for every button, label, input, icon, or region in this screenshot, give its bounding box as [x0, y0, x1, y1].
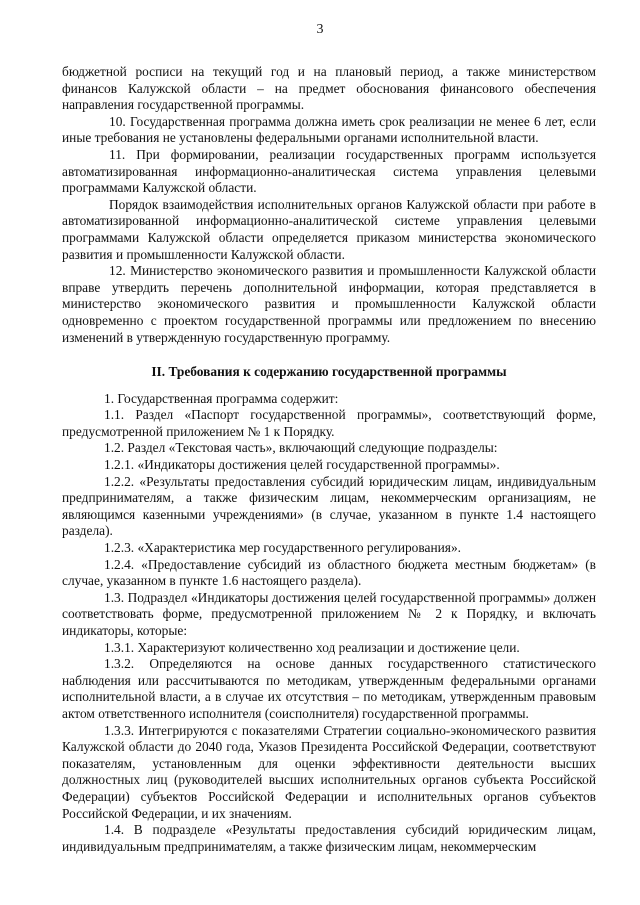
- paragraph-item-1-2-1: 1.2.1. «Индикаторы достижения целей государственной программы».: [104, 457, 500, 473]
- paragraph-item-1-3-2: 1.3.2. Определяются на основе данных государственного статистического наблюдения или рассчитываются по методикам, утвержденным федеральными органами исполнительной власти, а в случае их отсутствия – по методикам, утвержденным правовым актом ответственного исполнителя (соисполнителя) государственной программы.: [62, 656, 596, 721]
- paragraph-item-1-1: 1.1. Раздел «Паспорт государственной программы», соответствующий форме, предусмотренной приложением № 1 к Порядку.: [62, 407, 596, 439]
- paragraph-item-1-3-3: 1.3.3. Интегрируются с показателями Стратегии социально-экономического развития Калужской области до 2040 года, Указов Президента Российской Федерации, соответствуют показателям, установленным для оценки эффективности деятельности высших должностных лиц (руководителей высших исполнительных органов субъекта Российской Федерации) субъектов Российской Федерации и исполнительных органов субъектов Российской Федерации, и их значениям.: [62, 722, 596, 821]
- page-number: 3: [316, 22, 324, 37]
- paragraph: Порядок взаимодействия исполнительных органов Калужской области при работе в автоматизированной информационно-аналитической системе управления целевыми программами Калужской области определяется приказом министерства экономического развития и промышленности Калужской области.: [62, 196, 596, 262]
- paragraph-item-1-4: 1.4. В подразделе «Результаты предоставления субсидий юридическим лицам, индивидуальным предпринимателям, а также физическим лицам, некоммерческим: [62, 822, 596, 854]
- section-heading: II. Требования к содержанию государственной программы: [151, 364, 507, 380]
- paragraph-item-11: 11. При формировании, реализации государственных программ используется автоматизированная информационно-аналитическая система управления целевыми программами Калужской области.: [62, 146, 596, 196]
- paragraph-item-10: 10. Государственная программа должна иметь срок реализации не менее 6 лет, если иные требования не установлены федеральными органами исполнительной власти.: [62, 113, 596, 146]
- paragraph-item-1: 1. Государственная программа содержит:: [104, 390, 339, 406]
- paragraph-item-1-3-1: 1.3.1. Характеризуют количественно ход реализации и достижение цели.: [104, 639, 520, 655]
- paragraph-item-12: 12. Министерство экономического развития и промышленности Калужской области вправе утвердить перечень дополнительной информации, которая представляется в министерство экономического развития и промышленности Калужской области одновременно с проектом государственной программы или предложением по внесению изменений в утвержденную государственную программу.: [62, 263, 596, 345]
- page-content: [62, 64, 596, 855]
- paragraph-item-1-3: 1.3. Подраздел «Индикаторы достижения целей государственной программы» должен соответствовать форме, предусмотренной приложением № 2 к Порядку, и включать индикаторы, которые:: [62, 589, 596, 638]
- paragraph-item-1-2: 1.2. Раздел «Текстовая часть», включающий следующие подразделы:: [104, 440, 498, 456]
- paragraph-item-1-2-2: 1.2.2. «Результаты предоставления субсидий юридическим лицам, индивидуальным предпринимателям, а также физическим лицам, некоммерческим организациям, не являющимся казенными учреждениями» (в случае, указанном в пункте 1.4 настоящего раздела).: [62, 473, 596, 539]
- paragraph-item-1-2-4: 1.2.4. «Предоставление субсидий из областного бюджета местным бюджетам» (в случае, указанном в пункте 1.6 настоящего раздела).: [62, 556, 596, 589]
- paragraph: бюджетной росписи на текущий год и на плановый период, а также министерством финансов Калужской области – на предмет обоснования финансового обеспечения направления государственной программы.: [62, 64, 596, 113]
- paragraph-item-1-2-3: 1.2.3. «Характеристика мер государственного регулирования».: [104, 540, 461, 556]
